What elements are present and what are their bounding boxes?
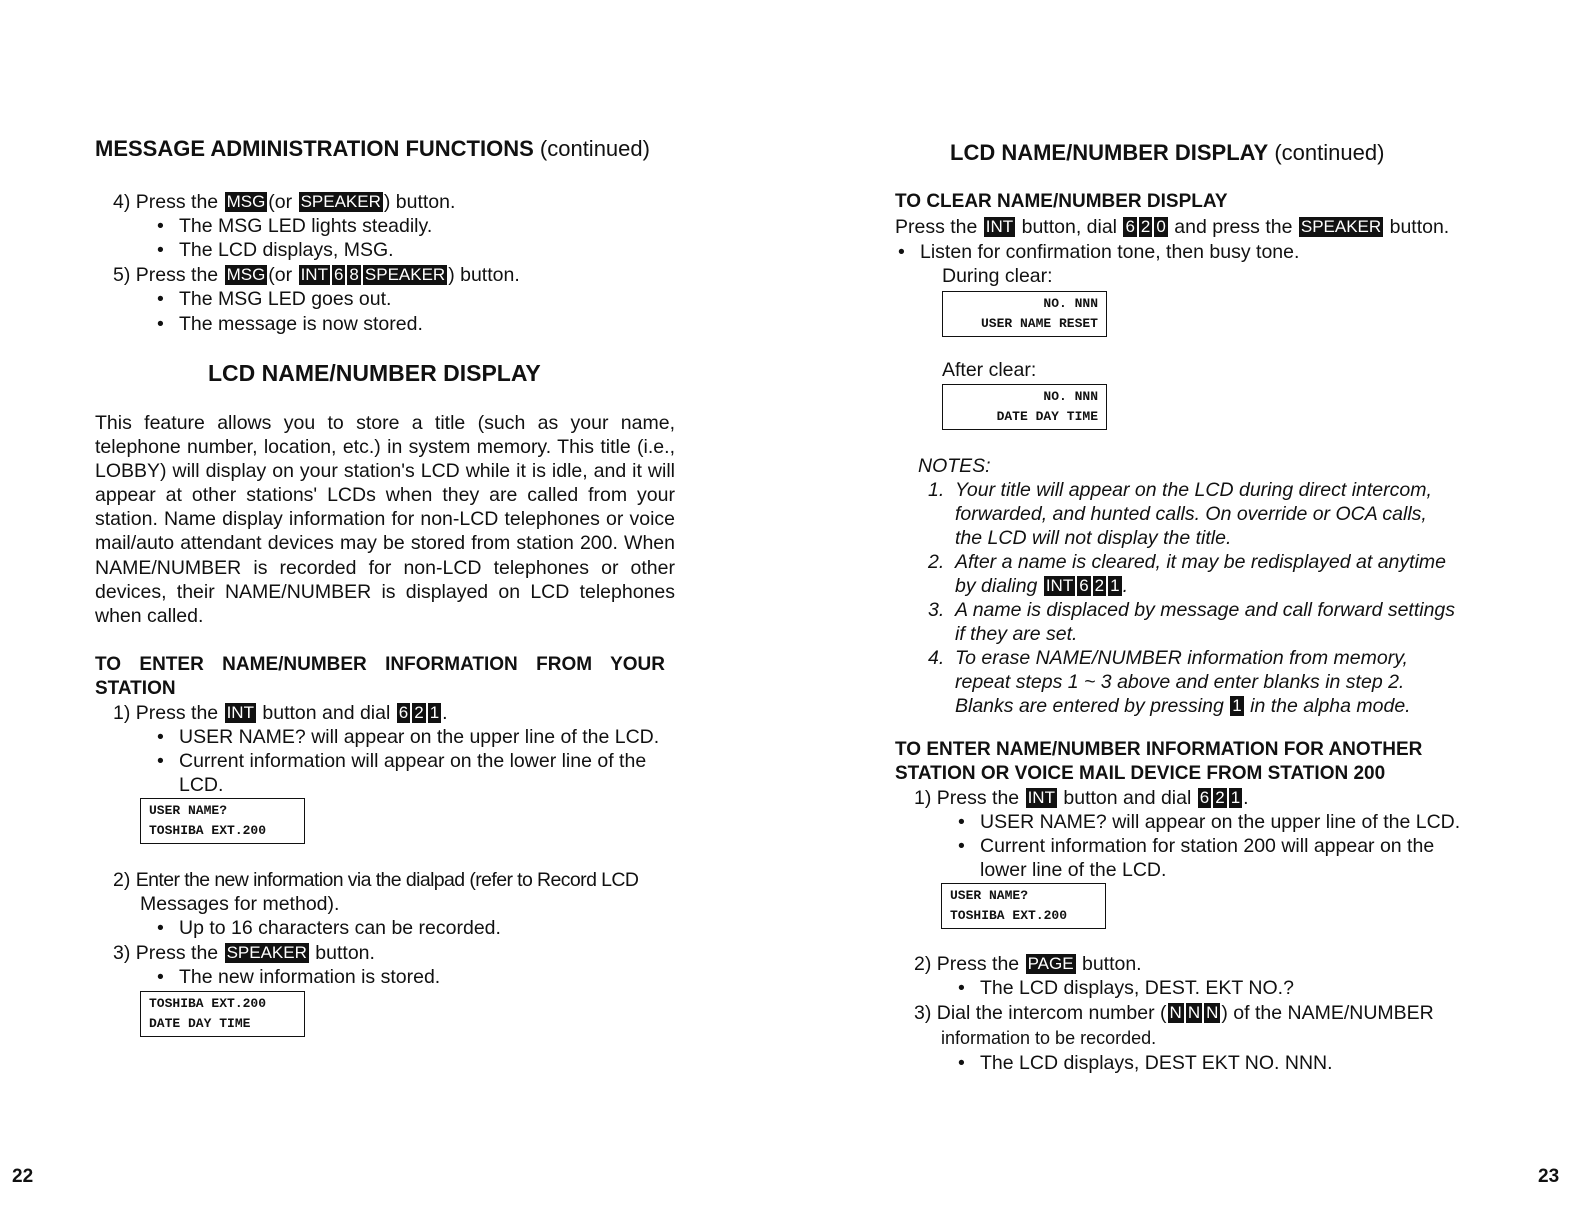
bullet: • The LCD displays, DEST. EKT NO.? xyxy=(958,977,1294,999)
digit-key: 1 xyxy=(429,703,440,722)
step-continuation: information to be recorded. xyxy=(941,1028,1157,1048)
int-key: INT xyxy=(1027,788,1055,807)
bullet: • The LCD displays, MSG. xyxy=(157,239,394,261)
lcd-line-2: TOSHIBA EXT.200 xyxy=(149,823,267,838)
digit-key: 0 xyxy=(1156,217,1166,236)
page-key: PAGE xyxy=(1027,954,1074,973)
step-text: Press the xyxy=(936,787,1020,809)
bullet-continuation: LCD. xyxy=(179,774,224,796)
note-text: in the alpha mode. xyxy=(1250,695,1411,717)
bullet-continuation: lower line of the LCD. xyxy=(980,859,1167,881)
step-text: Press the xyxy=(135,942,219,964)
clear-heading: TO CLEAR NAME/NUMBER DISPLAY xyxy=(895,191,1228,212)
step-text: Dial the intercom number ( xyxy=(936,1002,1167,1024)
bullet-text: The LCD displays, DEST. EKT NO.? xyxy=(980,977,1294,999)
digit-key: N xyxy=(1187,1003,1201,1022)
bullet: • USER NAME? will appear on the upper line of the LCD. xyxy=(958,811,1461,833)
intro-paragraph: This feature allows you to store a title (such as your name, telephone number, location, etc.) in system memory. This title (i.e., LOBBY) will display on your station's LCD while it is idle, and it will appear at other stations' LCDs when they are called from your station. Name display information for non-LCD telephones or voice mail/auto attendant devices may be stored from station 200. When NAME/NUMBER is recorded for non-LCD telephones or other devices, their NAME/NUMBER is displayed on LCD telephones when called. xyxy=(95,412,675,627)
bullet-text: Current information will appear on the lower line of the xyxy=(179,750,647,772)
step-text: Press the xyxy=(135,264,219,286)
digit-key: N xyxy=(1206,1003,1219,1022)
step-4 xyxy=(113,190,455,214)
lcd-line-2: TOSHIBA EXT.200 xyxy=(950,908,1068,923)
lcd-line-2: DATE DAY TIME xyxy=(149,1016,251,1031)
lcd-line-2: DATE DAY TIME xyxy=(996,409,1098,424)
right-page-heading xyxy=(950,140,1384,166)
step-number: 5) xyxy=(113,264,131,286)
step-text: . xyxy=(1243,787,1249,809)
step-number: 1) xyxy=(914,787,932,809)
step-text: . xyxy=(442,702,448,724)
digit-key: N xyxy=(1169,1003,1182,1022)
note-number: 4. xyxy=(928,647,945,669)
step-text: button. xyxy=(315,942,375,964)
step-text: Enter the new information via the dialpad (refer to Record LCD xyxy=(135,869,639,891)
bullet: • Up to 16 characters can be recorded. xyxy=(157,917,501,939)
note-number: 1. xyxy=(928,479,945,501)
lcd-line-1: NO. NNN xyxy=(1043,296,1098,311)
section-title: LCD NAME/NUMBER DISPLAY xyxy=(208,360,541,386)
int-key: INT xyxy=(226,703,254,722)
lcd-line-1: USER NAME? xyxy=(149,803,228,818)
after-label: After clear: xyxy=(942,359,1037,381)
lcd-display xyxy=(941,883,1106,929)
digit-key: 6 xyxy=(398,703,409,722)
another-step-3 xyxy=(914,1001,1434,1025)
lcd-line-1: USER NAME? xyxy=(950,888,1029,903)
digit-key: 6 xyxy=(1125,217,1135,236)
digit-key: 2 xyxy=(414,703,424,722)
step-continuation: Messages for method). xyxy=(140,893,340,915)
step-text: and press the xyxy=(1174,216,1293,238)
note-number: 2. xyxy=(928,551,945,573)
bullet-text: Current information for station 200 will appear on the xyxy=(980,835,1435,857)
msg-key: MSG xyxy=(226,265,266,284)
digit-key: 1 xyxy=(1230,788,1241,807)
step-number: 3) xyxy=(113,942,131,964)
bullet-text: Listen for confirmation tone, then busy tone. xyxy=(920,241,1300,263)
enter-step-2 xyxy=(113,868,638,892)
right-page xyxy=(790,0,1583,1215)
step-number: 1) xyxy=(113,702,131,724)
note-text: Blanks are entered by pressing xyxy=(955,695,1224,717)
digit-key: 2 xyxy=(1094,576,1105,595)
step-number: 3) xyxy=(914,1002,932,1024)
bullet-text: Up to 16 characters can be recorded. xyxy=(179,917,501,939)
step-text: button and dial xyxy=(262,702,391,724)
step-text: (or xyxy=(268,191,293,213)
note-text: by dialing xyxy=(955,575,1038,597)
lcd-line-1: TOSHIBA EXT.200 xyxy=(149,996,267,1011)
left-page-heading xyxy=(95,136,650,162)
int-key: INT xyxy=(300,265,328,284)
step-text: button. xyxy=(1081,953,1142,975)
step-number: 4) xyxy=(113,191,131,213)
step-text: (or xyxy=(268,264,293,286)
bullet: • The LCD displays, DEST EKT NO. NNN. xyxy=(958,1052,1333,1074)
note-1-line: the LCD will not display the title. xyxy=(955,527,1232,549)
page-number: 22 xyxy=(12,1166,34,1187)
bullet-text: The MSG LED goes out. xyxy=(179,288,392,310)
step-number: 2) xyxy=(914,953,932,975)
heading-continued: (continued) xyxy=(1268,140,1385,165)
lcd-display xyxy=(140,798,305,844)
lcd-display xyxy=(942,291,1107,337)
lcd-line-1: NO. NNN xyxy=(1043,389,1098,404)
step-text: button and dial xyxy=(1063,787,1192,809)
speaker-key: SPEAKER xyxy=(364,265,446,284)
bullet-text: USER NAME? will appear on the upper line of the LCD. xyxy=(179,726,660,748)
bullet: • USER NAME? will appear on the upper line of the LCD. xyxy=(157,726,660,748)
lcd-display xyxy=(942,384,1107,430)
step-text: ) of the NAME/NUMBER xyxy=(1221,1002,1434,1024)
bullet-text: The LCD displays, MSG. xyxy=(179,239,394,261)
enter-step-3 xyxy=(113,941,375,965)
heading-main: MESSAGE ADMINISTRATION FUNCTIONS xyxy=(95,136,534,161)
step-5 xyxy=(113,263,520,287)
speaker-key: SPEAKER xyxy=(226,943,307,962)
bullet: • Current information for station 200 will appear on the xyxy=(958,835,1435,857)
bullet-text: USER NAME? will appear on the upper line of the LCD. xyxy=(980,811,1461,833)
clear-instruction xyxy=(895,215,1449,239)
notes-title: NOTES: xyxy=(918,455,991,477)
lcd-display xyxy=(140,991,305,1037)
enter-heading-line2: STATION xyxy=(95,678,176,699)
step-text: button. xyxy=(1389,216,1450,238)
digit-key: 2 xyxy=(1140,217,1151,236)
bullet: • The MSG LED lights steadily. xyxy=(157,215,433,237)
digit-key: 2 xyxy=(1215,788,1225,807)
step-text: ) button. xyxy=(383,191,456,213)
during-label: During clear: xyxy=(942,265,1053,287)
bullet: • Current information will appear on the lower line of the xyxy=(157,750,647,772)
bullet-text: The MSG LED lights steadily. xyxy=(179,215,433,237)
msg-key: MSG xyxy=(226,192,266,211)
bullet: • Listen for confirmation tone, then busy tone. xyxy=(898,241,1300,263)
note-4-line: repeat steps 1 ~ 3 above and enter blanks in step 2. xyxy=(955,671,1405,693)
step-text: Press the xyxy=(936,953,1020,975)
enter-step-1 xyxy=(113,701,448,725)
speaker-key: SPEAKER xyxy=(300,192,381,211)
digit-key: 1 xyxy=(1232,696,1242,715)
note-1-line: Your title will appear on the LCD during direct intercom, xyxy=(955,479,1432,501)
digit-key: 1 xyxy=(1110,576,1120,595)
step-text: button, dial xyxy=(1021,216,1118,238)
bullet-text: The LCD displays, DEST EKT NO. NNN. xyxy=(980,1052,1333,1074)
digit-key: 6 xyxy=(333,265,344,284)
bullet-text: The message is now stored. xyxy=(179,313,423,335)
note-text: . xyxy=(1122,575,1129,597)
step-text: Press the xyxy=(135,191,219,213)
note-3-line: A name is displaced by message and call forward settings xyxy=(955,599,1456,621)
note-2-line xyxy=(955,574,1128,598)
digit-key: 8 xyxy=(349,265,359,284)
bullet-text: The new information is stored. xyxy=(179,966,441,988)
another-step-1 xyxy=(914,786,1249,810)
heading-continued: (continued) xyxy=(533,136,650,161)
step-text: Press the xyxy=(135,702,219,724)
int-key: INT xyxy=(985,217,1014,236)
step-number: 2) xyxy=(113,869,131,891)
bullet: • The new information is stored. xyxy=(157,966,441,988)
note-2-line: After a name is cleared, it may be redisplayed at anytime xyxy=(955,551,1446,573)
step-text: ) button. xyxy=(448,264,520,286)
note-1-line: forwarded, and hunted calls. On override or OCA calls, xyxy=(955,503,1427,525)
another-heading-line2: STATION OR VOICE MAIL DEVICE FROM STATION 200 xyxy=(895,763,1386,784)
lcd-line-2: USER NAME RESET xyxy=(980,316,1098,331)
digit-key: 6 xyxy=(1079,576,1089,595)
note-3-line: if they are set. xyxy=(955,623,1078,645)
another-heading-line1: TO ENTER NAME/NUMBER INFORMATION FOR ANOTHER xyxy=(895,739,1423,760)
note-number: 3. xyxy=(928,599,945,621)
heading-main: LCD NAME/NUMBER DISPLAY xyxy=(950,140,1269,165)
left-page xyxy=(0,0,790,1215)
page-number: 23 xyxy=(1538,1166,1560,1187)
step-text: Press the xyxy=(895,216,978,238)
note-4-line xyxy=(955,694,1411,718)
int-key: INT xyxy=(1045,576,1074,595)
note-4-line: To erase NAME/NUMBER information from memory, xyxy=(955,647,1408,669)
bullet: • The message is now stored. xyxy=(157,313,423,335)
digit-key: 6 xyxy=(1199,788,1210,807)
another-step-2 xyxy=(914,952,1142,976)
bullet: • The MSG LED goes out. xyxy=(157,288,392,310)
enter-heading-line1: TO ENTER NAME/NUMBER INFORMATION FROM YOUR xyxy=(95,654,665,675)
speaker-key: SPEAKER xyxy=(1300,217,1382,236)
